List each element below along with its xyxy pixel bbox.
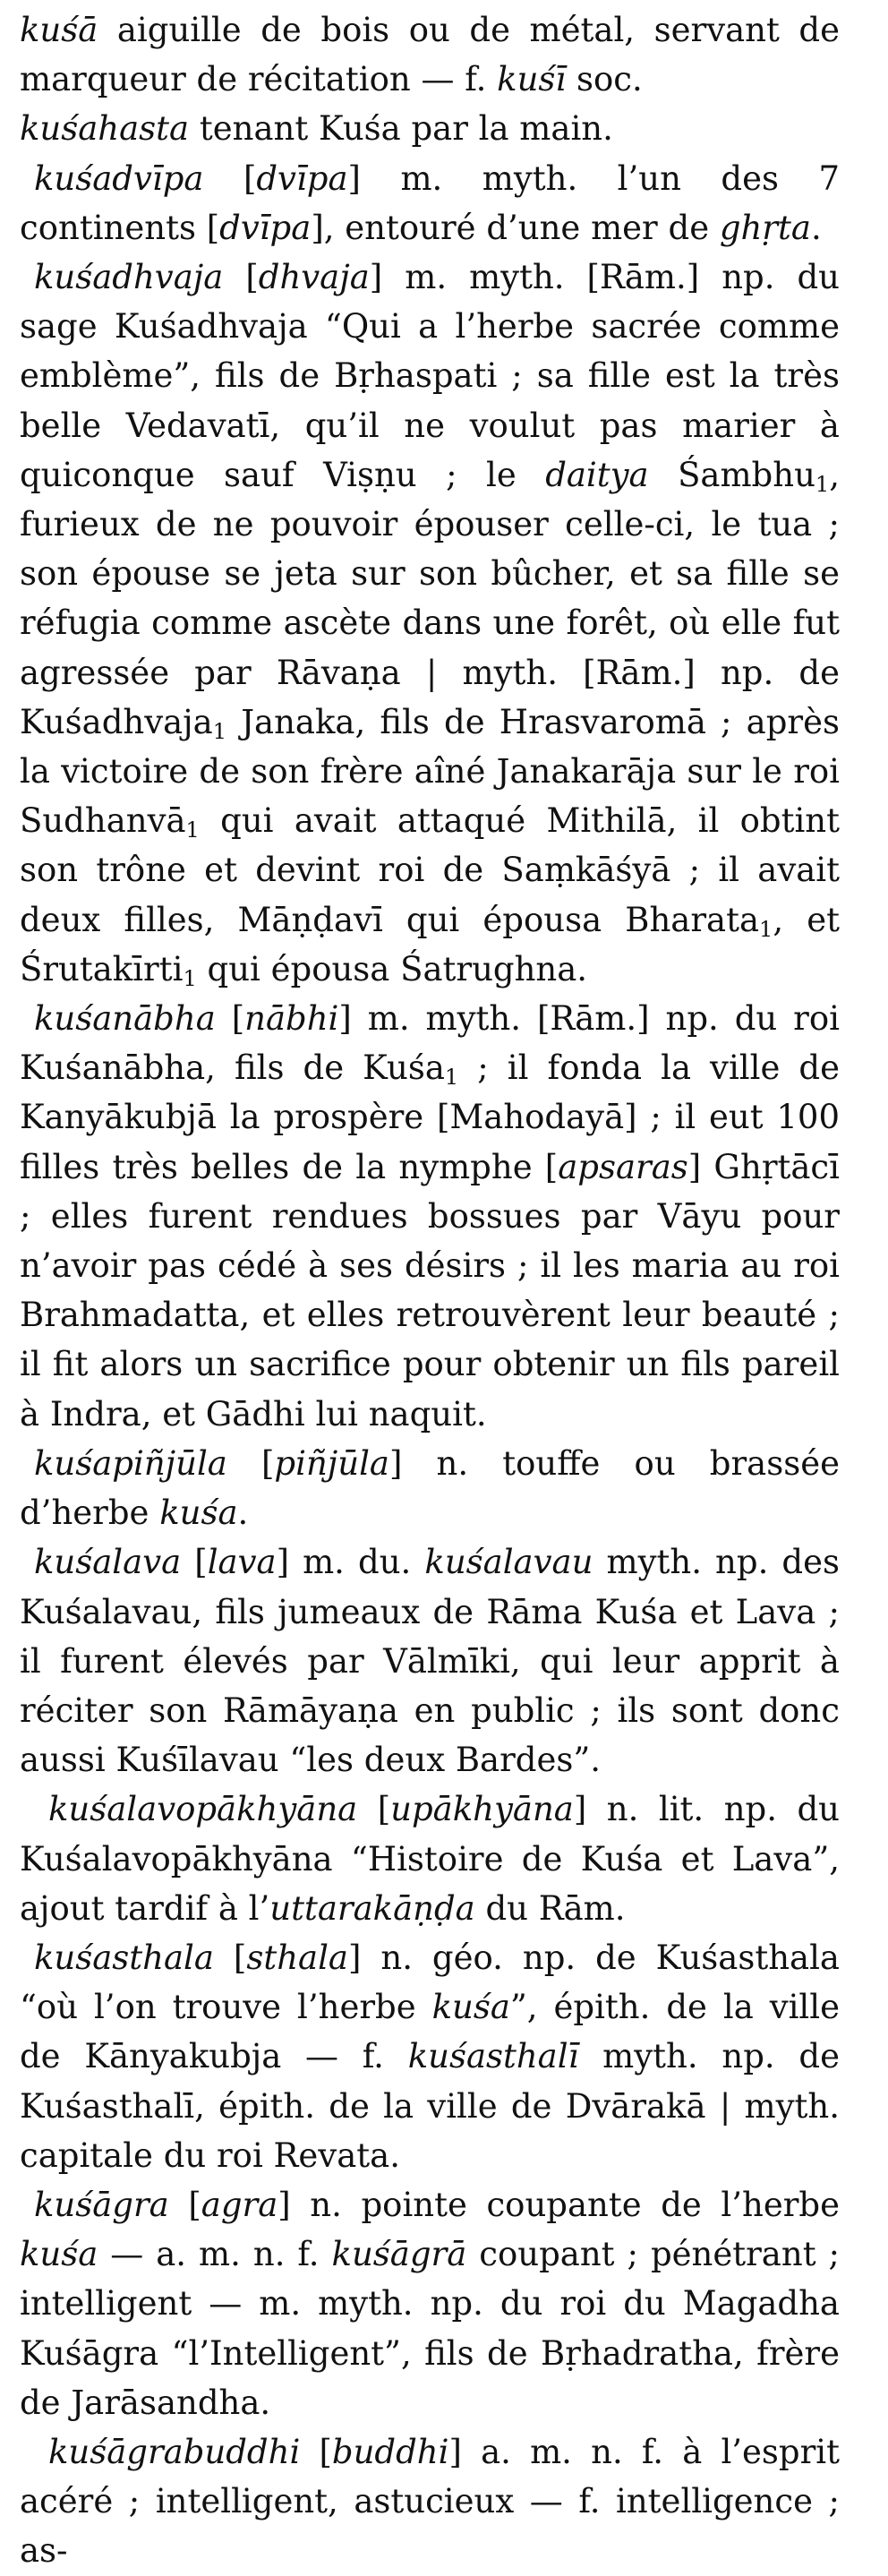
italic-term: kuśalavau	[424, 1543, 593, 1582]
italic-term: ghṛta	[719, 208, 811, 247]
italic-term: upākhyāna	[390, 1790, 574, 1829]
italic-term: agra	[201, 2185, 278, 2224]
entry-kusanabha	[20, 994, 840, 1439]
headword: kuśasthala	[34, 1938, 214, 1977]
entry-kusa	[20, 5, 840, 104]
italic-term: dhvaja	[258, 258, 370, 297]
homonym-subscript: 1	[815, 471, 830, 497]
definition-text: [	[181, 1543, 208, 1582]
definition-text: ] n. pointe coupante de l’herbe	[278, 2185, 840, 2224]
definition-text: du Rām.	[474, 1888, 626, 1928]
definition-text: [	[300, 2432, 332, 2471]
definition-text: [	[226, 1443, 275, 1483]
headword: kuśahasta	[20, 109, 190, 149]
headword: kuśāgrabuddhi	[48, 2432, 301, 2471]
definition-text: [	[203, 158, 257, 198]
headword: kuśadhvaja	[34, 258, 224, 297]
homonym-subscript: 1	[444, 1065, 459, 1091]
definition-text: ; il fonda la ville de Kanyākubjā la prospère [Mahodayā] ; il eut 100 filles très belles de la nymphe [	[20, 1048, 840, 1186]
homonym-subscript: 1	[185, 817, 200, 843]
definition-text: ] n. touffe ou brassée d’herbe	[20, 1443, 840, 1533]
definition-text: Janaka, fils de Hrasvaromā ; après la victoire de son frère aîné Janakarāja sur le roi Sudhanvā	[20, 702, 840, 841]
entry-kusadvipa	[20, 154, 840, 252]
headword: kuśanābha	[34, 999, 216, 1039]
definition-text: myth. np. des Kuśalavau, fils jumeaux de Rāma Kuśa et Lava ; il furent élevés par Vālmīki, qui leur apprit à réciter son Rāmāyaṇa en public ; ils sont donc aussi Kuśīlavau “les deux Bardes”.	[20, 1543, 841, 1780]
definition-text: [	[215, 999, 245, 1039]
headword: kuśāgra	[34, 2185, 169, 2224]
definition-text: myth. np. de Kuśasthalī, épith. de la ville de Dvārakā | myth. capitale du roi Revata.	[20, 2037, 840, 2175]
entry-kusasthala	[20, 1933, 840, 2180]
homonym-subscript: 1	[759, 916, 773, 942]
definition-text: ] m. myth. [Rām.] np. du sage Kuśadhvaja “Qui a l’herbe sacrée comme emblème”, fils de Bṛhaspati ; sa fille est la très belle Vedavatī, qu’il ne voulut pas marier à quiconque sauf Viṣṇu ; le	[20, 258, 840, 494]
definition-text: [	[168, 2185, 201, 2224]
definition-text: ] n. lit. np. du Kuśalavopākhyāna “Histoire de Kuśa et Lava”, ajout tardif à l’	[20, 1790, 840, 1928]
italic-term: buddhi	[331, 2432, 449, 2471]
definition-text: aiguille de bois ou de métal, servant de marqueur de récitation — f.	[20, 11, 840, 99]
definition-text: qui avait attaqué Mithilā, il obtint son trône et devint roi de Saṃkāśyā ; il avait deux filles, Māṇḍavī qui épousa Bharata	[20, 801, 840, 939]
entry-kusadhvaja	[20, 252, 840, 994]
definition-text: ], entouré d’une mer de	[311, 208, 720, 247]
headword: kuśapiñjūla	[34, 1443, 227, 1483]
definition-text: tenant Kuśa par la main.	[189, 109, 613, 149]
definition-text: .	[811, 208, 822, 247]
headword: kuśalava	[34, 1543, 182, 1582]
italic-term: daitya	[545, 455, 649, 494]
italic-term: dvīpa	[219, 208, 312, 247]
entry-kusagra	[20, 2180, 840, 2427]
italic-term: kuśī	[497, 60, 567, 99]
definition-text: ] m. du.	[276, 1543, 425, 1582]
homonym-subscript: 1	[183, 965, 197, 991]
homonym-subscript: 1	[212, 718, 227, 744]
headword: kuśalavopākhyāna	[48, 1790, 358, 1829]
entry-kusalavopakhyana	[20, 1784, 840, 1933]
italic-term: lava	[207, 1543, 277, 1582]
headword: kuśā	[20, 11, 98, 49]
italic-term: kuśa	[159, 1493, 238, 1533]
definition-text: .	[237, 1493, 249, 1533]
definition-text: qui épousa Śatrughna.	[196, 949, 588, 988]
italic-term: dvīpa	[256, 158, 348, 198]
definition-text: ] n. géo. np. de Kuśasthala “où l’on trouve l’herbe	[20, 1938, 840, 2027]
entry-kusahasta	[20, 104, 840, 153]
definition-text: , furieux de ne pouvoir épouser celle-ci, le tua ; son épouse se jeta sur son bûcher, et sa fille se réfugia comme ascète dans une forêt, où elle fut agressée par Rāvaṇa | myth. [Rām.] np. de Kuśadhvaja	[20, 455, 840, 741]
entry-kusalava	[20, 1537, 840, 1784]
italic-term: kuśasthalī	[407, 2037, 579, 2076]
entry-kusagrabuddhi	[20, 2427, 840, 2576]
definition-text: [	[357, 1790, 391, 1829]
italic-term: kuśāgrā	[331, 2235, 467, 2274]
definition-text: [	[213, 1938, 247, 1977]
italic-term: piñjūla	[274, 1443, 389, 1483]
italic-term: uttarakāṇḍa	[269, 1888, 475, 1928]
entry-kusapinjula	[20, 1439, 840, 1537]
definition-text: , et Śrutakīrti	[20, 900, 840, 988]
italic-term: kuśa	[431, 1988, 510, 2027]
italic-term: sthala	[246, 1938, 348, 1977]
definition-text: — a. m. n. f.	[98, 2235, 332, 2274]
italic-term: kuśa	[20, 2235, 98, 2274]
definition-text: ] m. myth. l’un des 7 continents [	[20, 158, 840, 247]
definition-text: coupant ; pénétrant ; intelligent — m. myth. np. du roi du Magadha Kuśāgra “l’Intelligent”, fils de Bṛhadratha, frère de Jarāsandha.	[20, 2235, 840, 2422]
headword: kuśadvīpa	[34, 158, 204, 198]
definition-text: ”, épith. de la ville de Kānyakubja — f.	[20, 1988, 840, 2076]
definition-text: [	[223, 258, 259, 297]
italic-term: apsaras	[558, 1147, 688, 1186]
definition-text: ] Ghṛtācī ; elles furent rendues bossues par Vāyu pour n’avoir pas cédé à ses désirs ; il les maria au roi Brahmadatta, et elles retrouvèrent leur beauté ; il fit alors un sacrifice pour obtenir un fils pareil à Indra, et Gādhi lui naquit.	[20, 1147, 840, 1433]
italic-term: nābhi	[244, 999, 339, 1039]
definition-text: ] m. myth. [Rām.] np. du roi Kuśanābha, fils de Kuśa	[20, 999, 840, 1088]
definition-text: soc.	[566, 60, 643, 99]
definition-text: Śambhu	[648, 455, 815, 494]
definition-text: ] a. m. n. f. à l’esprit acéré ; intelligent, astucieux — f. intelligence ; as-	[20, 2432, 840, 2571]
